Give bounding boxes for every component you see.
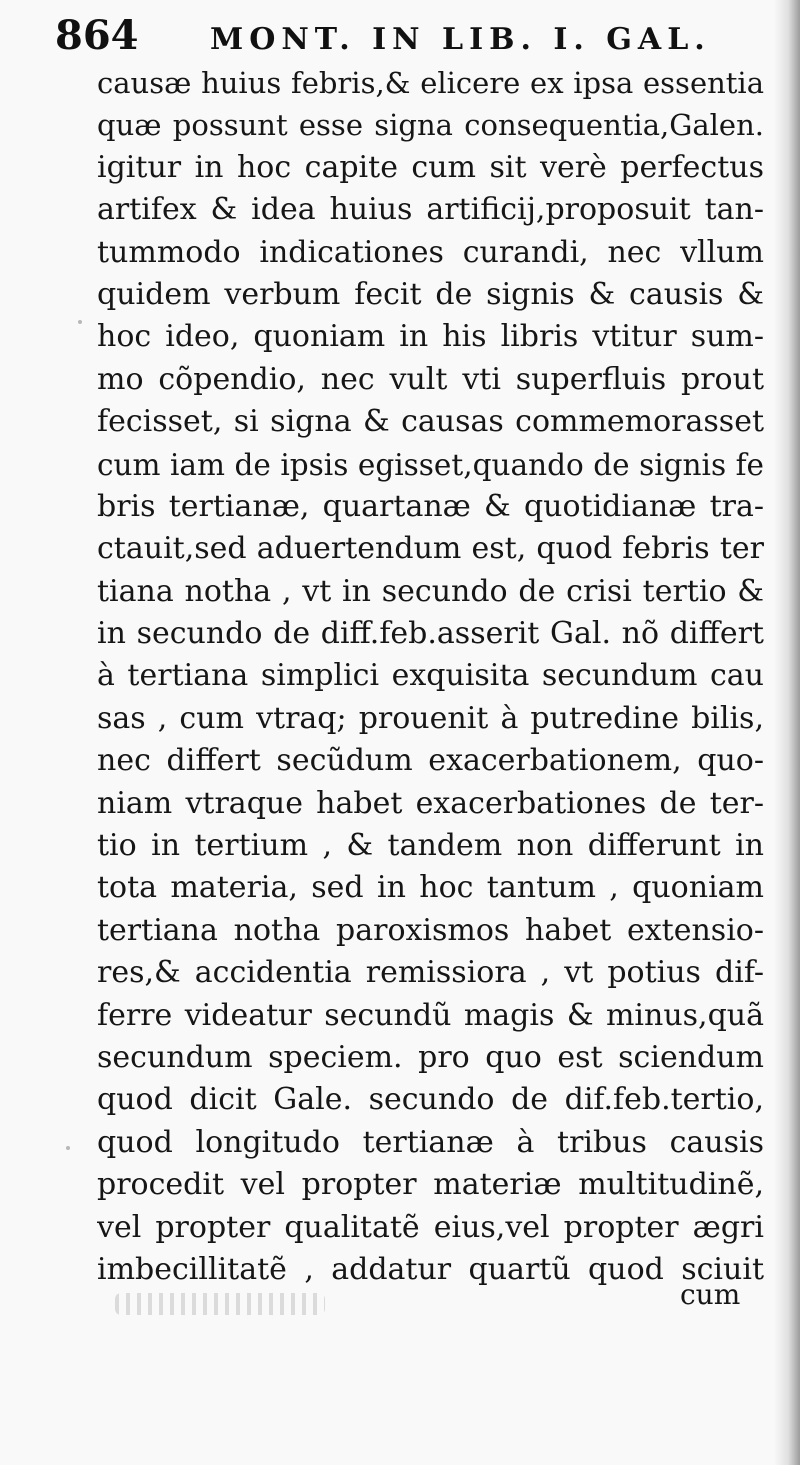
text-line-4: artifex & idea huius artificij,proposuit tan- [97,192,764,228]
text-line-1: causæ huius febris,& elicere ex ipsa essentia [97,66,764,100]
text-line-25: quod dicit Gale. secundo de dif.feb.tertio, [97,1082,764,1118]
paper-speck [78,320,82,324]
text-line-10: cum iam de ipsis egisset,quando de signis fe [97,447,764,482]
text-line-6: quidem verbum fecit de signis & causis & [97,276,764,312]
text-line-17: nec differt secũdum exacerbationem, quo- [97,743,764,779]
body-text [97,62,764,1291]
text-line-8: mo cõpendio, nec vult vti superfluis prout [97,361,764,397]
text-line-2: quæ possunt esse signa consequentia,Galen. [97,108,764,143]
text-line-5: tummodo indicationes curandi, nec vllum [97,234,764,270]
text-line-7: hoc ideo, quoniam in his libris vtitur sum- [97,319,764,355]
text-line-3: igitur in hoc capite cum sit verè perfectus [97,149,764,185]
text-line-26: quod longitudo tertianæ à tribus causis [97,1124,764,1160]
page-number: 864 [55,12,139,59]
text-line-12: ctauit,sed aduertendum est, quod febris ter [97,531,764,567]
text-line-27: procedit vel propter materiæ multitudinẽ, [97,1167,764,1203]
text-line-9: fecisset, si signa & causas commemorasset [97,404,764,440]
text-line-15: à tertiana simplici exquisita secundum cau [97,658,764,694]
page-header [55,10,765,66]
catchword: cum [680,1278,741,1311]
text-line-23: ferre videatur secundũ magis & minus,quã [97,997,764,1033]
running-head: MONT. IN LIB. I. GAL. [210,22,711,57]
text-line-11: bris tertianæ, quartanæ & quotidianæ tra- [97,488,764,524]
text-line-28: vel propter qualitatẽ eius,vel propter ægri [97,1209,764,1245]
text-line-18: niam vtraque habet exacerbationes de ter- [97,785,764,821]
text-line-16: sas , cum vtraq; prouenit à putredine bilis, [97,700,764,736]
text-line-22: res,& accidentia remissiora , vt potius dif- [97,955,764,991]
text-line-20: tota materia, sed in hoc tantum , quoniam [97,870,764,906]
page-edge-shadow [774,0,800,1465]
show-through-smudge [115,1293,325,1315]
text-line-21: tertiana notha paroxismos habet extensio- [97,912,764,948]
paper-speck [66,1146,70,1150]
text-line-14: in secundo de diff.feb.asserit Gal. nõ differt [97,616,764,652]
text-line-19: tio in tertium , & tandem non differunt in [97,828,764,864]
text-line-13: tiana notha , vt in secundo de crisi tertio & [97,573,764,609]
text-line-29: imbecillitatẽ , addatur quartũ quod sciuit [97,1251,764,1287]
text-line-24: secundum speciem. pro quo est sciendum [97,1039,764,1075]
